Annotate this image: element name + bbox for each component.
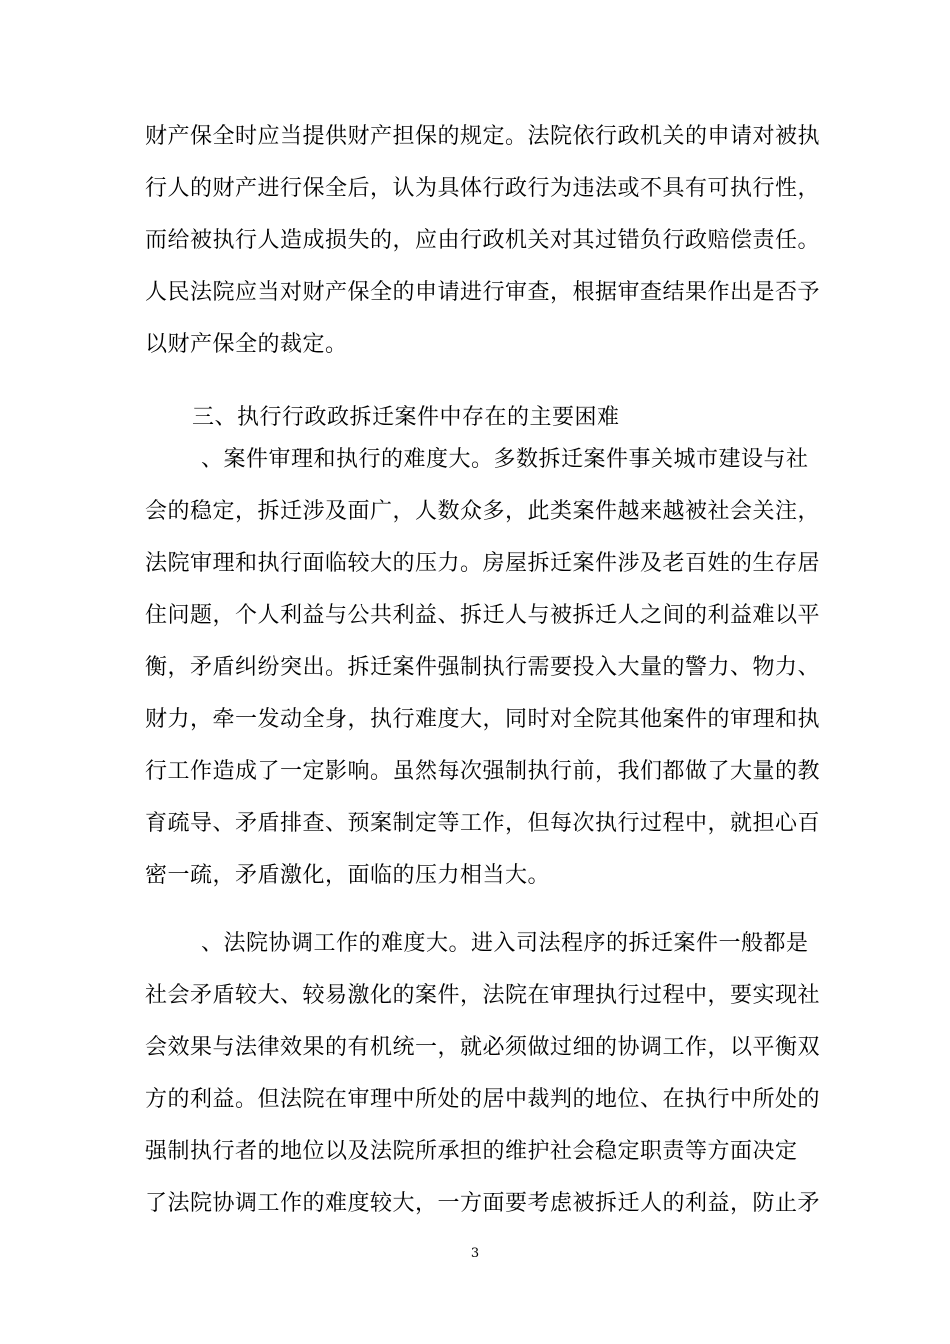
text-line: 而给被执行人造成损失的，应由行政机关对其过错负行政赔偿责任。 bbox=[145, 228, 821, 253]
text-line: 育疏导、矛盾排查、预案制定等工作，但每次执行过程中，就担心百 bbox=[145, 811, 821, 836]
text-line: 、法院协调工作的难度大。进入司法程序的拆迁案件一般都是 bbox=[201, 931, 809, 956]
section-heading: 三、执行行政政拆迁案件中存在的主要困难 bbox=[192, 405, 620, 430]
text-line: 会的稳定，拆迁涉及面广，人数众多，此类案件越来越被社会关注， bbox=[145, 499, 821, 524]
text-line: 社会矛盾较大、较易激化的案件，法院在审理执行过程中，要实现社 bbox=[145, 983, 821, 1008]
text-line: 了法院协调工作的难度较大，一方面要考虑被拆迁人的利益，防止矛 bbox=[145, 1191, 821, 1216]
text-line: 人民法院应当对财产保全的申请进行审查，根据审查结果作出是否予 bbox=[145, 280, 821, 305]
page-number: 3 bbox=[470, 1246, 480, 1261]
text-line: 住问题，个人利益与公共利益、拆迁人与被拆迁人之间的利益难以平 bbox=[145, 603, 821, 628]
text-line: 强制执行者的地位以及法院所承担的维护社会稳定职责等方面决定 bbox=[145, 1139, 798, 1164]
text-line: 会效果与法律效果的有机统一，就必须做过细的协调工作，以平衡双 bbox=[145, 1035, 821, 1060]
text-line: 、案件审理和执行的难度大。多数拆迁案件事关城市建设与社 bbox=[201, 447, 809, 472]
text-line: 衡，矛盾纠纷突出。拆迁案件强制执行需要投入大量的警力、物力、 bbox=[145, 655, 821, 680]
text-line: 以财产保全的裁定。 bbox=[145, 332, 348, 357]
text-line: 财产保全时应当提供财产担保的规定。法院依行政机关的申请对被执 bbox=[145, 124, 821, 149]
text-line: 方的利益。但法院在审理中所处的居中裁判的地位、在执行中所处的 bbox=[145, 1087, 821, 1112]
text-line: 密一疏，矛盾激化，面临的压力相当大。 bbox=[145, 863, 551, 888]
text-line: 法院审理和执行面临较大的压力。房屋拆迁案件涉及老百姓的生存居 bbox=[145, 551, 821, 576]
text-line: 行人的财产进行保全后，认为具体行政行为违法或不具有可执行性， bbox=[145, 176, 821, 201]
text-line: 财力，牵一发动全身，执行难度大，同时对全院其他案件的审理和执 bbox=[145, 707, 821, 732]
text-line: 行工作造成了一定影响。虽然每次强制执行前，我们都做了大量的教 bbox=[145, 759, 821, 784]
